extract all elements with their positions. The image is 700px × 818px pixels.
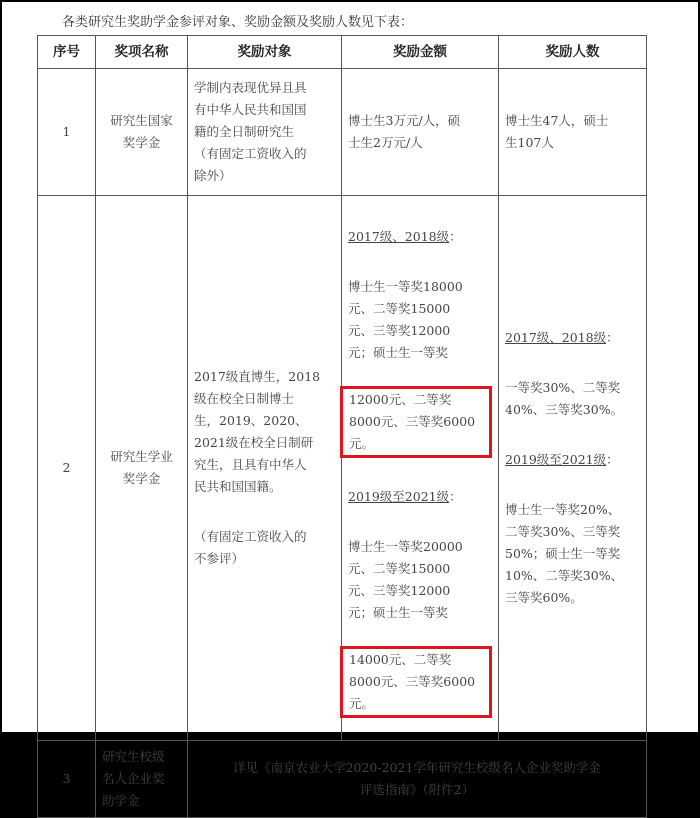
header-count: 奖励人数 xyxy=(499,36,647,69)
row-no: 1 xyxy=(38,69,96,196)
count-group1-title: 2017级、2018级 xyxy=(505,330,607,345)
intro-text: 各类研究生奖助学金参评对象、奖励金额及奖励人数见下表： xyxy=(62,15,414,30)
header-target: 奖励对象 xyxy=(188,36,342,69)
scholarship-table xyxy=(37,35,647,818)
count-group2-title: 2019级至2021级 xyxy=(505,452,607,467)
count-group2-text: 博士生一等奖20%、 二等奖30%、三等奖 50%；硕士生一等奖 10%、二等奖30%、 三等奖60%。 xyxy=(505,502,624,605)
amount-group2-title: 2019级至2021级 xyxy=(348,489,450,504)
table-row xyxy=(38,196,647,741)
colon: ： xyxy=(606,452,619,467)
header-name: 奖项名称 xyxy=(96,36,188,69)
header-no: 序号 xyxy=(38,36,96,69)
amount-group2-text: 博士生一等奖20000 元、二等奖15000 元、三等奖12000 元；硕士生一等奖 xyxy=(348,539,463,620)
amount-group1-title: 2017级、2018级 xyxy=(348,229,450,244)
document-page xyxy=(2,2,698,808)
count-group1-text: 一等奖30%、二等奖 40%、三等奖30%。 xyxy=(505,380,624,417)
award-count: 博士生47人，硕士 生107人 xyxy=(499,69,647,196)
table-row xyxy=(38,69,647,196)
row-no: 3 xyxy=(38,741,96,818)
award-amount: 博士生3万元/人，硕 士生2万元/人 xyxy=(342,69,499,196)
colon: ： xyxy=(606,330,619,345)
award-name: 研究生学业 奖学金 xyxy=(96,196,188,741)
table-row xyxy=(38,741,647,818)
award-target: 学制内表现优异且具 有中华人民共和国国 籍的全日制研究生 （有固定工资收入的 除外） xyxy=(188,69,342,196)
table-header-row xyxy=(38,36,647,69)
award-name: 研究生国家 奖学金 xyxy=(96,69,188,196)
colon: ： xyxy=(449,229,462,244)
award-name: 研究生校级 名人企业奖 助学金 xyxy=(96,741,188,818)
colon: ： xyxy=(449,489,462,504)
header-amount: 奖励金额 xyxy=(342,36,499,69)
amount-group1-text: 博士生一等奖18000 元、二等奖15000 元、三等奖12000 元；硕士生一等奖 xyxy=(348,279,463,360)
award-details-merged: 详见《南京农业大学2020-2021学年研究生校级名人企业奖助学金 评选指南》（附件2） xyxy=(188,741,647,818)
amount-group2-highlight: 14000元、二等奖 8000元、三等奖6000 元。 xyxy=(340,646,492,718)
target-text: 2017级直博生，2018 级在校全日制博士 生，2019、2020、 2021级在校全日制研 究生，且具有中华人 民共和国国籍。 xyxy=(194,369,321,494)
target-note: （有固定工资收入的 不参评） xyxy=(194,529,307,566)
award-count xyxy=(499,196,647,741)
amount-group1-highlight: 12000元、二等奖 8000元、三等奖6000 元。 xyxy=(340,386,492,458)
award-target xyxy=(188,196,342,741)
award-amount xyxy=(342,196,499,741)
row-no: 2 xyxy=(38,196,96,741)
